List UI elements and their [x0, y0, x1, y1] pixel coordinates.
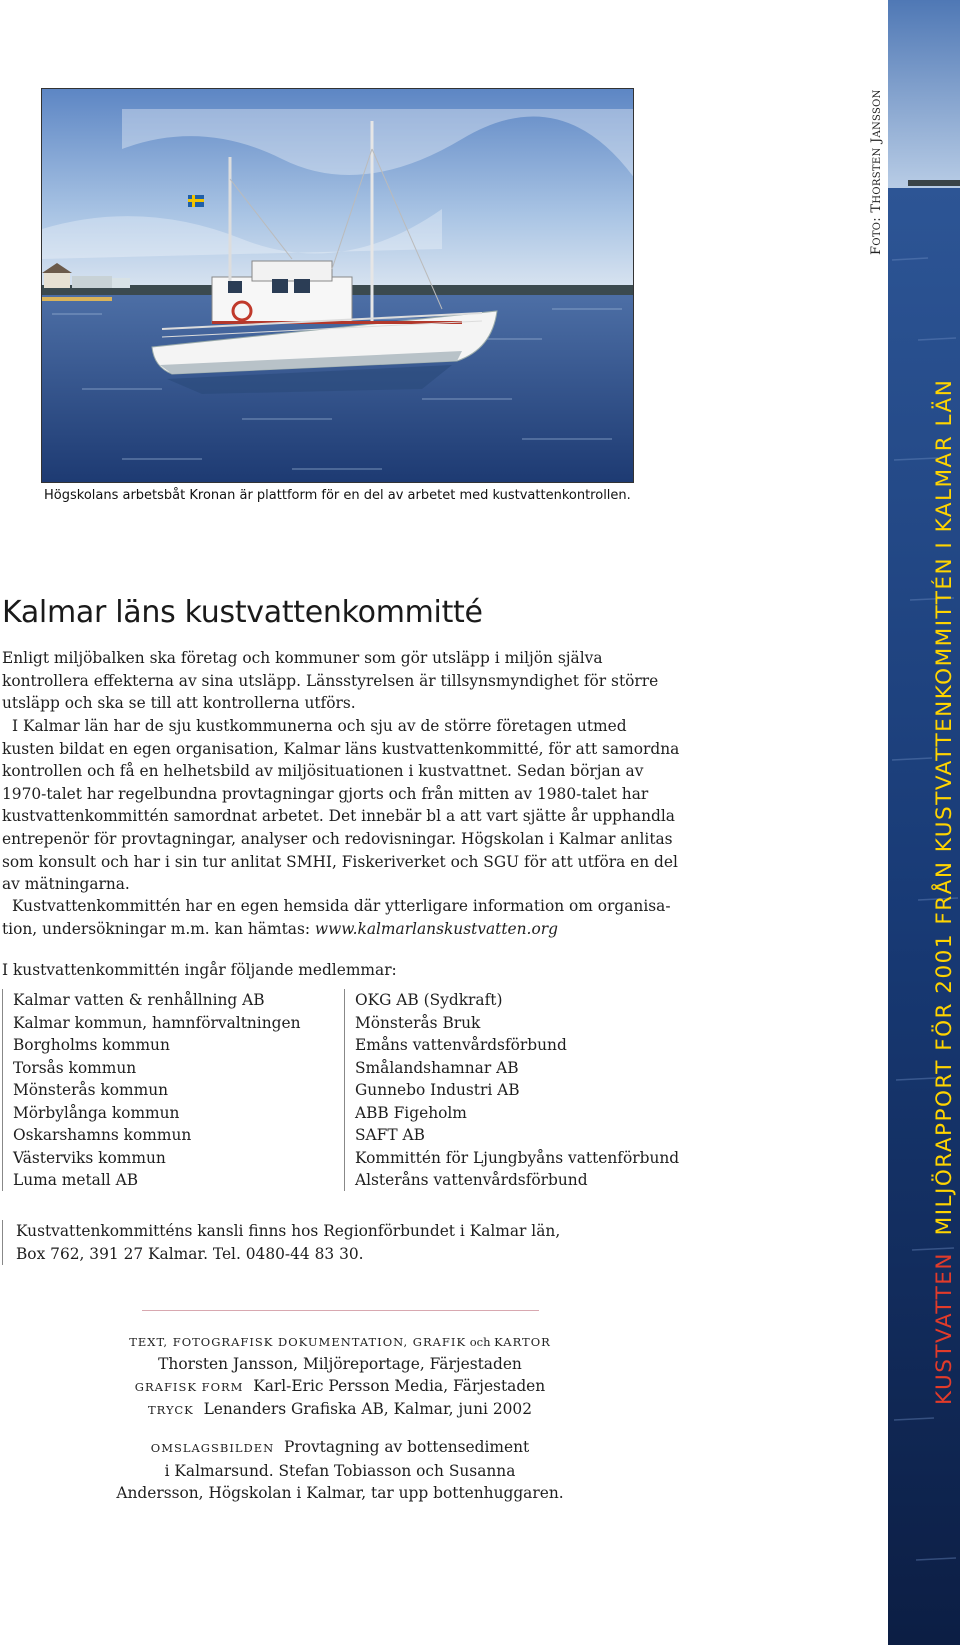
text-line: 1970-talet har regelbundna provtagningar gjorts och från mitten av 1980-talet har	[2, 784, 649, 803]
credit-role: TEXT, FOTOGRAFISK DOKUMENTATION, GRAFIK	[129, 1335, 467, 1349]
text-line: som konsult och har i sin tur anlitat SMHI, Fiskeriverket och SGU för att utföra en del	[2, 852, 678, 871]
member-item: Gunnebo Industri AB	[355, 1081, 520, 1099]
member-item: Smålandshamnar AB	[355, 1058, 519, 1077]
photo-caption: Högskolans arbetsbåt Kronan är plattform för en del av arbetet med kustvattenkontrollen.	[44, 488, 631, 503]
credit-person: Thorsten Jansson, Miljöreportage, Färjestaden	[158, 1355, 522, 1373]
cover-credit	[60, 1436, 620, 1505]
photo-credit-part: J	[869, 137, 884, 148]
text-line: Kustvattenkommittén har en egen hemsida där ytterligare information om organisa-	[12, 897, 671, 915]
photo-credit-part: ANSSON	[872, 89, 883, 138]
credit-line	[60, 1330, 620, 1353]
photo-credit-part: OTO	[872, 221, 883, 246]
member-item: Kalmar vatten & renhållning AB	[13, 991, 265, 1009]
series-title	[932, 379, 957, 1405]
members-intro: I kustvattenkommittén ingår följande medlemmar:	[2, 961, 397, 979]
member-item: Torsås kommun	[13, 1058, 137, 1077]
cover-text: Provtagning av bottensediment	[283, 1438, 530, 1456]
credit-person: Lenanders Grafiska AB, Kalmar, juni 2002	[203, 1400, 532, 1418]
text-line: kustvattenkommittén samordnat arbetet. Det innebär bl a att vart sjätte år upphandla	[2, 807, 675, 826]
member-item: Emåns vattenvårdsförbund	[355, 1036, 567, 1054]
member-item: SAFT AB	[355, 1126, 425, 1144]
photo-credit-part: : T	[869, 203, 884, 222]
credit-line	[60, 1398, 620, 1421]
article-title: Kalmar läns kustvattenkommitté	[2, 595, 483, 630]
member-item: Kalmar kommun, hamnförvaltningen	[13, 1013, 301, 1032]
production-credits	[60, 1330, 620, 1421]
office-contact	[2, 1220, 560, 1265]
text-line: kontrollen och få en helhetsbild av miljösituationen i kustvattnet. Sedan början av	[2, 762, 644, 781]
member-item: Kommittén för Ljungbyåns vattenförbund	[355, 1148, 680, 1167]
text-line: kontrollera effekterna av sina utsläpp. Länsstyrelsen är tillsynsmyndighet för större	[2, 671, 659, 690]
text-line: kusten bildat en egen organisation, Kalmar läns kustvattenkommitté, för att samordna	[2, 739, 680, 758]
member-item: Borgholms kommun	[13, 1036, 170, 1054]
text-line: entrepenör för provtagningar, analyser och redovisningar. Högskolan i Kalmar anlitas	[2, 829, 673, 848]
office-line: Kustvattenkommitténs kansli finns hos Regionförbundet i Kalmar län,	[16, 1222, 561, 1240]
credit-line	[60, 1375, 620, 1398]
member-item: Alsteråns vattenvårdsförbund	[355, 1171, 588, 1189]
series-name: KUSTVATTEN	[932, 1252, 957, 1405]
cover-line	[60, 1436, 620, 1460]
website-link[interactable]: www.kalmarlanskustvatten.org	[314, 919, 558, 938]
member-item: Luma metall AB	[13, 1171, 139, 1189]
series-subtitle: MILJÖRAPPORT FÖR 2001 FRÅN KUSTVATTENKOMMITTÉN I KALMAR LÄN	[932, 378, 957, 1236]
members-list-left	[2, 989, 301, 1191]
member-item: Mönsterås Bruk	[355, 1013, 481, 1032]
cover-text: Andersson, Högskolan i Kalmar, tar upp bottenhuggaren.	[116, 1484, 564, 1502]
cover-role: OMSLAGSBILDEN	[150, 1441, 275, 1455]
member-item: Mönsterås kommun	[13, 1081, 169, 1099]
members-list-right	[344, 989, 679, 1191]
cover-text: i Kalmarsund. Stefan Tobiasson och Susanna	[164, 1461, 516, 1480]
text-line: av mätningarna.	[2, 875, 130, 894]
member-item: Oskarshamns kommun	[13, 1126, 192, 1144]
photo-credit-part: HORSTEN	[872, 147, 883, 204]
text-line: I Kalmar län har de sju kustkommunerna och sju av de större företagen utmed	[12, 717, 627, 735]
paragraph-2	[2, 715, 692, 896]
paragraph-3	[2, 895, 692, 940]
photo-credit-part: F	[869, 245, 884, 255]
text-line: utsläpp och ska se till att kontrollerna utförs.	[2, 694, 356, 713]
member-item: Mörbylånga kommun	[13, 1103, 180, 1122]
member-item: ABB Figeholm	[355, 1103, 467, 1122]
text-segment: tion, undersökningar m.m. kan hämtas:	[2, 919, 315, 938]
credit-role: KARTOR	[494, 1335, 551, 1349]
text-line	[2, 918, 692, 941]
boat-photo	[41, 88, 634, 483]
photo-credit	[869, 89, 884, 255]
paragraph-1	[2, 647, 692, 715]
credit-role: och	[466, 1335, 495, 1349]
credit-role: TRYCK	[148, 1403, 194, 1417]
member-item: Västerviks kommun	[13, 1148, 166, 1167]
text-line: Enligt miljöbalken ska företag och kommuner som gör utsläpp i miljön själva	[2, 649, 603, 667]
office-line: Box 762, 391 27 Kalmar. Tel. 0480-44 83 30.	[16, 1244, 364, 1263]
credit-role: GRAFISK FORM	[134, 1380, 244, 1394]
member-item: OKG AB (Sydkraft)	[355, 991, 503, 1009]
credit-person: Karl-Eric Persson Media, Färjestaden	[253, 1377, 546, 1395]
divider	[142, 1310, 539, 1311]
